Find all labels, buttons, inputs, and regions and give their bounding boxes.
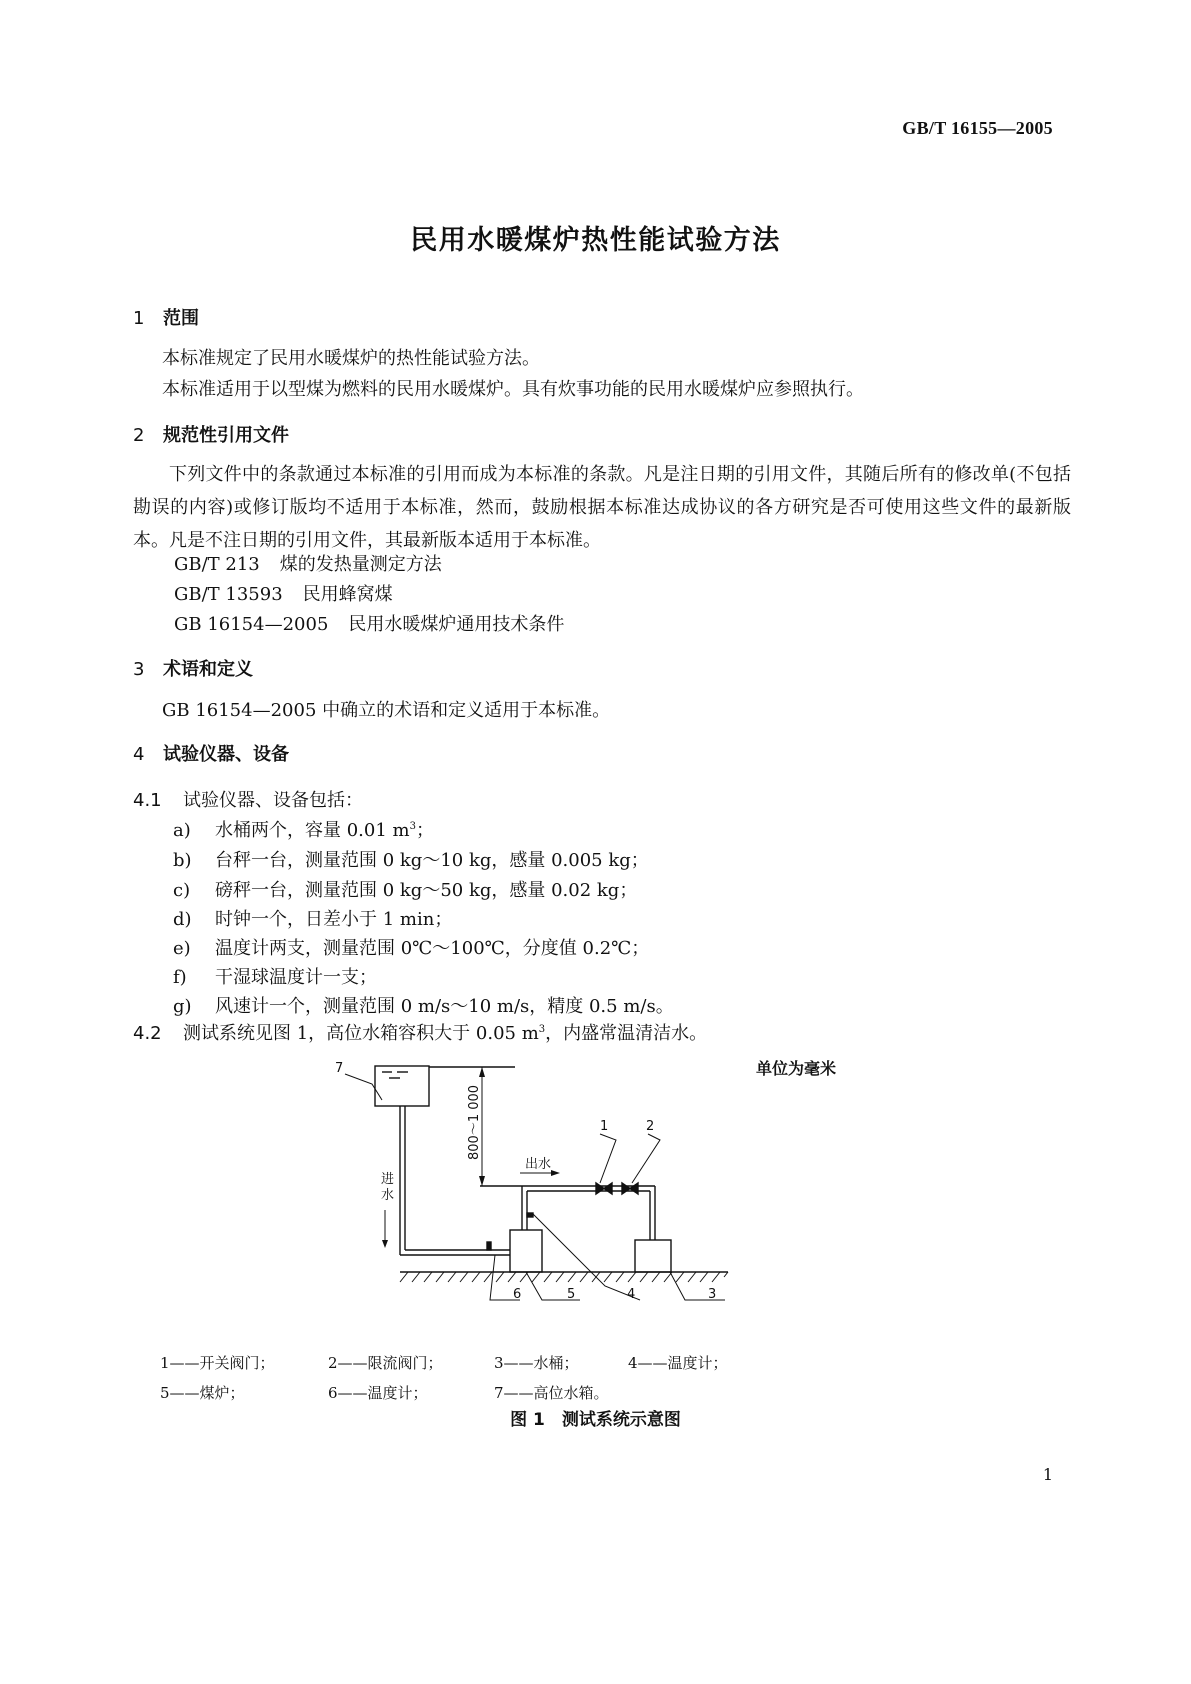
legend-item-1: 1——开关阀门； — [160, 1354, 275, 1372]
document-title: 民用水暖煤炉热性能试验方法 — [410, 225, 781, 256]
section-title: 试验仪器、设备 — [163, 744, 289, 765]
item-label: c) — [173, 880, 191, 901]
list-item — [173, 934, 649, 960]
inlet-label-char-1: 进 — [381, 1172, 395, 1187]
reference-code: GB/T 213 — [174, 554, 260, 575]
thermometer-4 — [527, 1213, 533, 1217]
standard-code: GB/T 16155—2005 — [902, 118, 1053, 138]
section-number: 1 — [133, 308, 145, 329]
superscript: 3 — [538, 1024, 546, 1035]
dimension-label: 800～1 000 — [467, 1084, 482, 1160]
callout-4: 4 — [627, 1287, 636, 1302]
section-2-heading — [133, 421, 289, 447]
item-label: f) — [173, 967, 187, 988]
test-system-diagram — [330, 1060, 750, 1320]
page-number: 1 — [1042, 1465, 1053, 1484]
reference-item — [174, 550, 442, 576]
clause-text: 试验仪器、设备包括： — [183, 790, 363, 811]
clause-4-1 — [133, 786, 363, 812]
legend-item-7: 7——高位水箱。 — [494, 1384, 609, 1402]
callout-3: 3 — [708, 1287, 717, 1302]
outlet-flow-arrowhead — [551, 1170, 560, 1176]
list-item — [173, 905, 452, 931]
legend-item-2: 2——限流阀门； — [328, 1354, 443, 1372]
item-label: a) — [173, 820, 191, 841]
dimension-arrow — [479, 1176, 485, 1186]
section-3-para: GB 16154—2005 中确立的术语和定义适用于本标准。 — [162, 700, 611, 721]
list-item — [173, 816, 434, 842]
reference-item — [174, 580, 393, 606]
item-label: e) — [173, 938, 191, 959]
list-item — [173, 876, 637, 902]
item-label: d) — [173, 909, 192, 930]
callout-2: 2 — [646, 1119, 655, 1134]
list-item — [173, 846, 649, 872]
superscript: 3 — [409, 821, 416, 832]
reference-name: 民用水暖煤炉通用技术条件 — [348, 614, 565, 635]
section-title: 规范性引用文件 — [163, 425, 289, 446]
list-item — [173, 992, 674, 1018]
figure-caption: 图 1 测试系统示意图 — [510, 1410, 681, 1430]
callout-5: 5 — [567, 1287, 576, 1302]
clause-number: 4.2 — [133, 1023, 162, 1044]
ground-hatching — [400, 1272, 728, 1282]
section-number: 2 — [133, 425, 145, 446]
section-1-heading — [133, 304, 199, 330]
callout-leaders — [345, 1074, 725, 1300]
thermometer-6 — [487, 1242, 491, 1250]
item-text: 干湿球温度计一支； — [215, 967, 377, 988]
item-text: 台秤一台，测量范围 0 kg～10 kg，感量 0.005 kg； — [215, 850, 649, 871]
outlet-label: 出水 — [525, 1157, 552, 1172]
callout-1: 1 — [600, 1119, 609, 1134]
section-number: 4 — [133, 744, 145, 765]
reference-name: 民用蜂窝煤 — [302, 584, 393, 605]
item-label: g) — [173, 996, 192, 1017]
section-4-heading — [133, 740, 289, 766]
item-text: 时钟一个，日差小于 1 min； — [215, 909, 453, 930]
inlet-label-char-2: 水 — [381, 1188, 395, 1203]
item-text-tail: ； — [415, 820, 434, 841]
section-1-para-2: 本标准适用于以型煤为燃料的民用水暖煤炉。具有炊事功能的民用水暖煤炉应参照执行。 — [162, 379, 864, 400]
reference-code: GB/T 13593 — [174, 584, 283, 605]
clause-number: 4.1 — [133, 790, 162, 811]
list-item — [173, 963, 377, 989]
on-off-valve — [596, 1183, 612, 1194]
section-1-para-1: 本标准规定了民用水暖煤炉的热性能试验方法。 — [162, 348, 540, 369]
legend-item-4: 4——温度计； — [628, 1354, 728, 1372]
reference-code: GB 16154—2005 — [174, 614, 329, 635]
bucket — [635, 1240, 671, 1272]
item-label: b) — [173, 850, 192, 871]
section-3-heading — [133, 655, 253, 681]
coal-stove — [510, 1230, 542, 1272]
section-2-para: 下列文件中的条款通过本标准的引用而成为本标准的条款。凡是注日期的引用文件，其随后所有的修改单(不包括勘误的内容)或修订版均不适用于本标准，然而，鼓励根据本标准达成协议的各方研究是否可使用这些文件的最新版本。凡是不注日期的引用文件，其最新版本适用于本标准。 — [133, 464, 1071, 551]
legend-item-3: 3——水桶； — [494, 1354, 579, 1372]
dimension-arrow — [479, 1067, 485, 1077]
item-text: 水桶两个，容量 0.01 m — [215, 820, 410, 841]
legend-item-6: 6——温度计； — [328, 1384, 428, 1402]
unit-note: 单位为毫米 — [756, 1059, 837, 1078]
flow-limiting-valve — [622, 1183, 638, 1194]
legend-item-5: 5——煤炉； — [160, 1384, 245, 1402]
reference-name: 煤的发热量测定方法 — [279, 554, 442, 575]
section-title: 术语和定义 — [163, 659, 253, 680]
callout-6: 6 — [513, 1287, 522, 1302]
reference-item — [174, 610, 564, 636]
section-number: 3 — [133, 659, 145, 680]
item-text: 风速计一个，测量范围 0 m/s～10 m/s，精度 0.5 m/s。 — [215, 996, 674, 1017]
clause-4-2 — [133, 1019, 707, 1045]
callout-7: 7 — [335, 1061, 344, 1076]
clause-text: 测试系统见图 1，高位水箱容积大于 0.05 m — [183, 1023, 539, 1044]
inlet-flow-arrowhead — [382, 1240, 388, 1248]
clause-text-tail: ，内盛常温清洁水。 — [545, 1023, 708, 1044]
item-text: 温度计两支，测量范围 0℃～100℃，分度值 0.2℃； — [215, 938, 650, 959]
section-title: 范围 — [163, 308, 199, 329]
item-text: 磅秤一台，测量范围 0 kg～50 kg，感量 0.02 kg； — [215, 880, 638, 901]
